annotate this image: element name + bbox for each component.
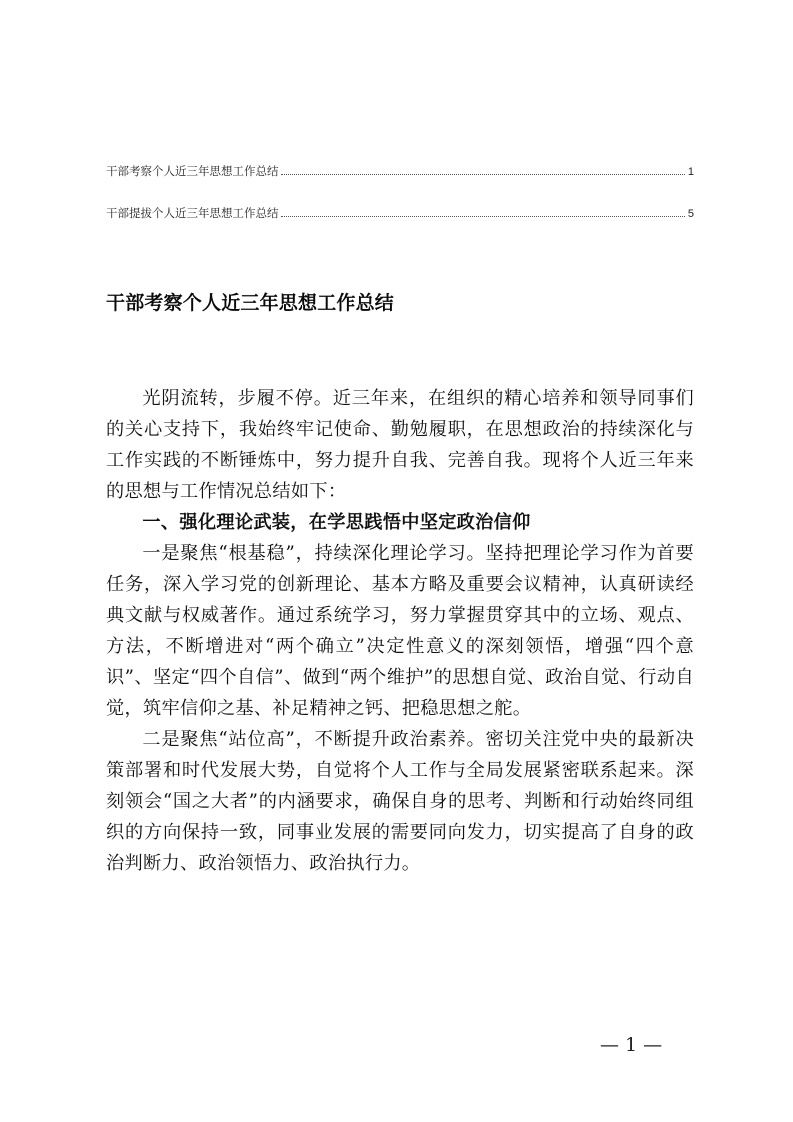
page-number: — 1 — [600, 1034, 663, 1056]
toc-entry[interactable] [106, 205, 694, 225]
intro-paragraph: 光阴流转，步履不停。近三年来，在组织的精心培养和领导同事们的关心支持下，我始终牢记使命、勤勉履职，在思想政治的持续深化与工作实践的不断锤炼中，努力提升自我、完善自我。现将个人近三年来的思想与工作情况总结如下： [106, 388, 694, 502]
table-of-contents [106, 163, 694, 247]
toc-entry-title: 干部考察个人近三年思想工作总结 [106, 164, 279, 178]
document-title: 干部考察个人近三年思想工作总结 [106, 292, 395, 314]
toc-leader-dots [281, 174, 685, 175]
toc-entry[interactable] [106, 163, 694, 183]
toc-entry-page: 5 [687, 208, 694, 220]
body-paragraph: 一是聚焦“根基稳”，持续深化理论学习。坚持把理论学习作为首要任务，深入学习党的创新理论、基本方略及重要会议精神，认真研读经典文献与权威著作。通过系统学习，努力掌握贯穿其中的立场、观点、方法，不断增进对“两个确立”决定性意义的深刻领悟，增强“四个意识”、坚定“四个自信”、做到“两个维护”的思想自觉、政治自觉、行动自觉，筑牢信仰之基、补足精神之钙、把稳思想之舵。 [106, 543, 694, 719]
section-heading: 一、强化理论武装，在学思践悟中坚定政治信仰 [142, 512, 531, 533]
body-paragraph: 二是聚焦“站位高”，不断提升政治素养。密切关注党中央的最新决策部署和时代发展大势，自觉将个人工作与全局发展紧密联系起来。深刻领会“国之大者”的内涵要求，确保自身的思考、判断和行动始终同组织的方向保持一致，同事业发展的需要同向发力，切实提高了自身的政治判断力、政治领悟力、政治执行力。 [106, 729, 694, 874]
toc-entry-page: 1 [687, 166, 694, 178]
document-body [106, 383, 694, 879]
toc-leader-dots [281, 216, 685, 217]
toc-entry-title: 干部提拔个人近三年思想工作总结 [106, 206, 279, 220]
